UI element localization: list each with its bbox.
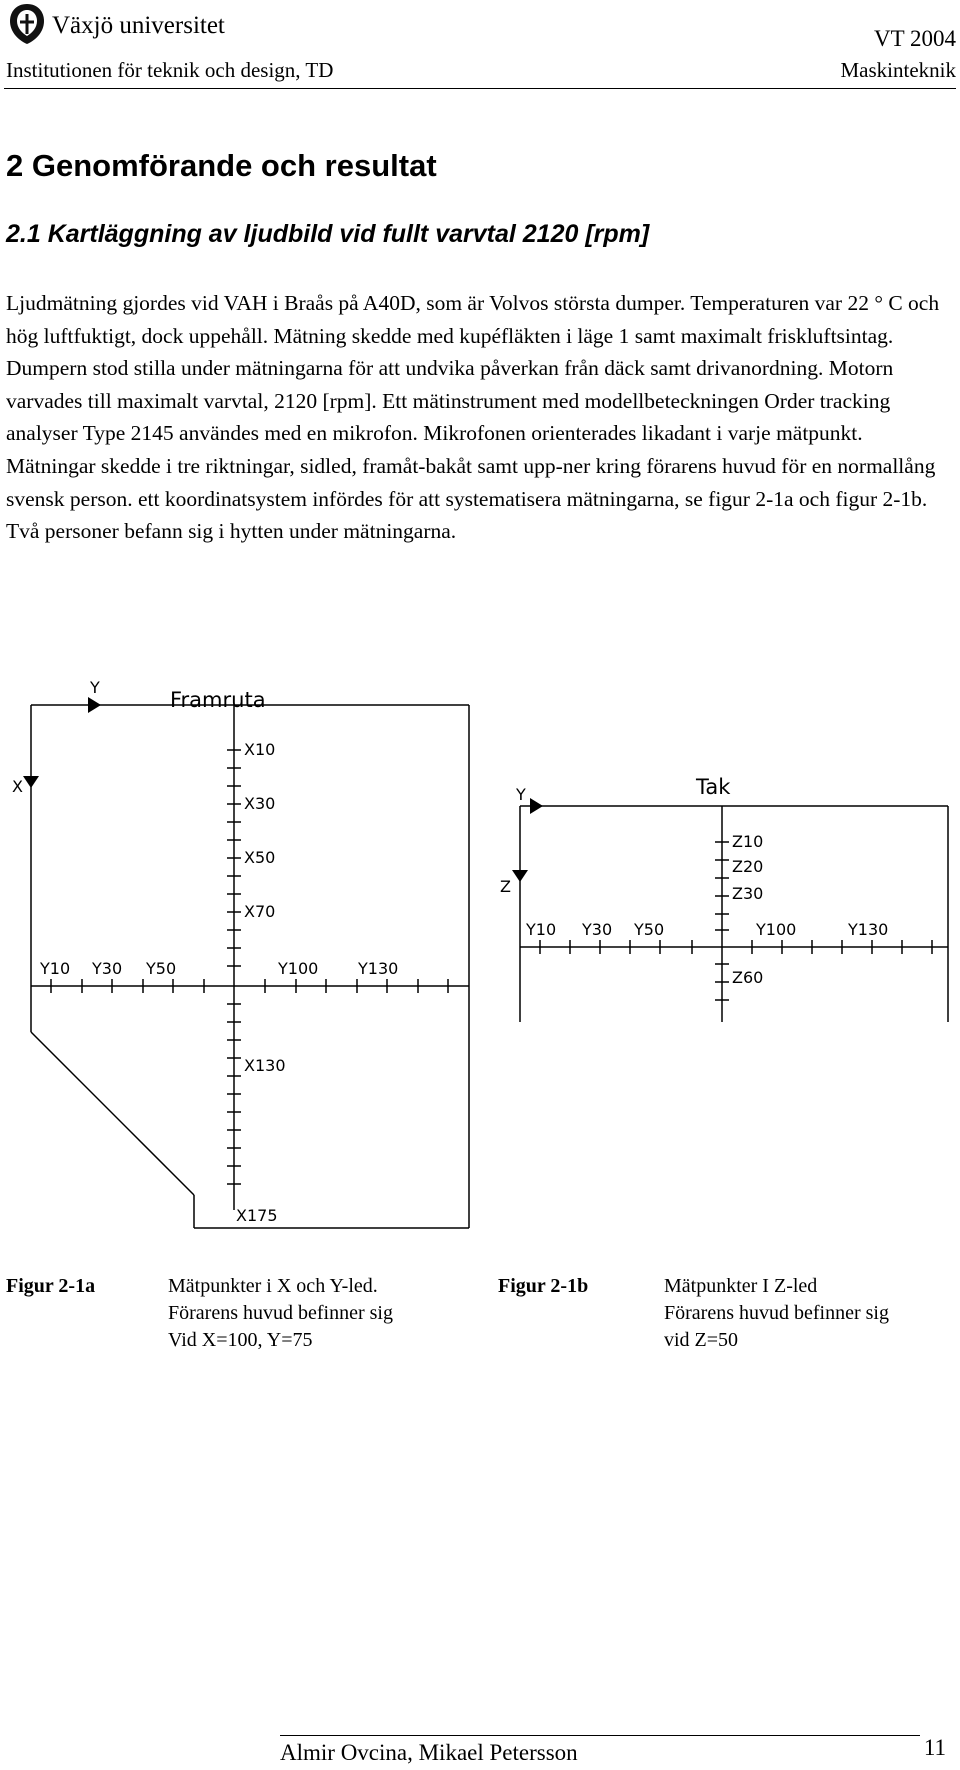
x-axis-arrow-icon (23, 776, 39, 788)
z-label-z20: Z20 (732, 857, 764, 876)
footer-divider (280, 1735, 920, 1736)
caption-b-line: Mätpunkter I Z-led (664, 1275, 818, 1297)
y-label-y130: Y130 (358, 959, 399, 978)
x-label-x50: X50 (244, 848, 276, 867)
z-axis-arrow-icon (512, 870, 528, 882)
university-name: Växjö universitet (52, 12, 225, 39)
y-label-y30: Y30 (582, 920, 613, 939)
y-label-y30: Y30 (92, 959, 123, 978)
caption-a-label: Figur 2-1a (6, 1275, 96, 1297)
section-heading: 2 Genomförande och resultat (6, 148, 437, 183)
figure-title-framruta: Framruta (170, 688, 266, 712)
y-label-y50: Y50 (146, 959, 177, 978)
z-label-z30: Z30 (732, 884, 764, 903)
y-label-y10: Y10 (526, 920, 557, 939)
axis-label-y: Y (516, 785, 526, 804)
page-number: 11 (923, 1735, 946, 1760)
term: VT 2004 (874, 26, 956, 51)
footer-authors: Almir Ovcina, Mikael Petersson (280, 1740, 578, 1765)
y-label-y100: Y100 (278, 959, 319, 978)
body-paragraph: Ljudmätning gjordes vid VAH i Braås på A40D, som är Volvos största dumper. Temperaturen var 22 ° C och hög luftfuktigt, dock uppehåll. Mätning skedde med kupéfläkten i läge 1 samt maximalt friskluftsintag. Dumpern stod stilla under mätningarna för att undvika påverkan från däck samt drivanordning. Motorn varvades till maximalt varvtal, 2120 [rpm]. Ett mätinstrument med modellbeteckningen Order tracking analyser Type 2145 användes med en mikrofon. Mikrofonen orienterades likadant i varje mätpunkt. Mätningar skedde i tre riktningar, sidled, framåt-bakåt samt upp-ner kring förarens huvud för en normallång svensk person. ett koordinatsystem infördes för att systematisera mätningarna, se figur 2-1a och figur 2-1b. Två personer befann sig i hytten under mätningarna. (6, 291, 940, 544)
course-name: Maskinteknik (840, 58, 956, 82)
y-label-y130: Y130 (848, 920, 889, 939)
caption-a-text (168, 1273, 393, 1354)
subsection-heading: 2.1 Kartläggning av ljudbild vid fullt varvtal 2120 [rpm] (6, 220, 650, 248)
caption-b-line: vid Z=50 (664, 1329, 739, 1351)
z-label-z10: Z10 (732, 832, 764, 851)
caption-a-line: Vid X=100, Y=75 (168, 1329, 313, 1351)
y-label-y10: Y10 (40, 959, 71, 978)
z-label-z60: Z60 (732, 968, 764, 987)
y-label-y100: Y100 (756, 920, 797, 939)
axis-label-z: Z (500, 877, 511, 896)
caption-b-text (664, 1273, 889, 1354)
x-label-x70: X70 (244, 902, 276, 921)
university-logo (8, 2, 46, 46)
figure-2-1a-diagram (0, 680, 480, 1240)
x-label-x30: X30 (244, 794, 276, 813)
caption-b-line: Förarens huvud befinner sig (664, 1302, 889, 1324)
x-label-x175: X175 (236, 1206, 278, 1225)
y-label-y50: Y50 (634, 920, 665, 939)
caption-a-line: Mätpunkter i X och Y-led. (168, 1275, 378, 1297)
y-axis-arrow-icon (88, 697, 101, 713)
axis-label-x: X (12, 777, 23, 796)
y-axis-arrow-icon (530, 798, 543, 814)
caption-a-line: Förarens huvud befinner sig (168, 1302, 393, 1324)
caption-b-label: Figur 2-1b (498, 1275, 589, 1297)
figure-title-tak: Tak (696, 775, 731, 799)
axis-label-y: Y (90, 678, 100, 697)
x-label-x130: X130 (244, 1056, 286, 1075)
department-name: Institutionen för teknik och design, TD (6, 58, 334, 82)
figure-2-1b-diagram (486, 764, 956, 1034)
header-divider (4, 88, 956, 89)
x-label-x10: X10 (244, 740, 276, 759)
